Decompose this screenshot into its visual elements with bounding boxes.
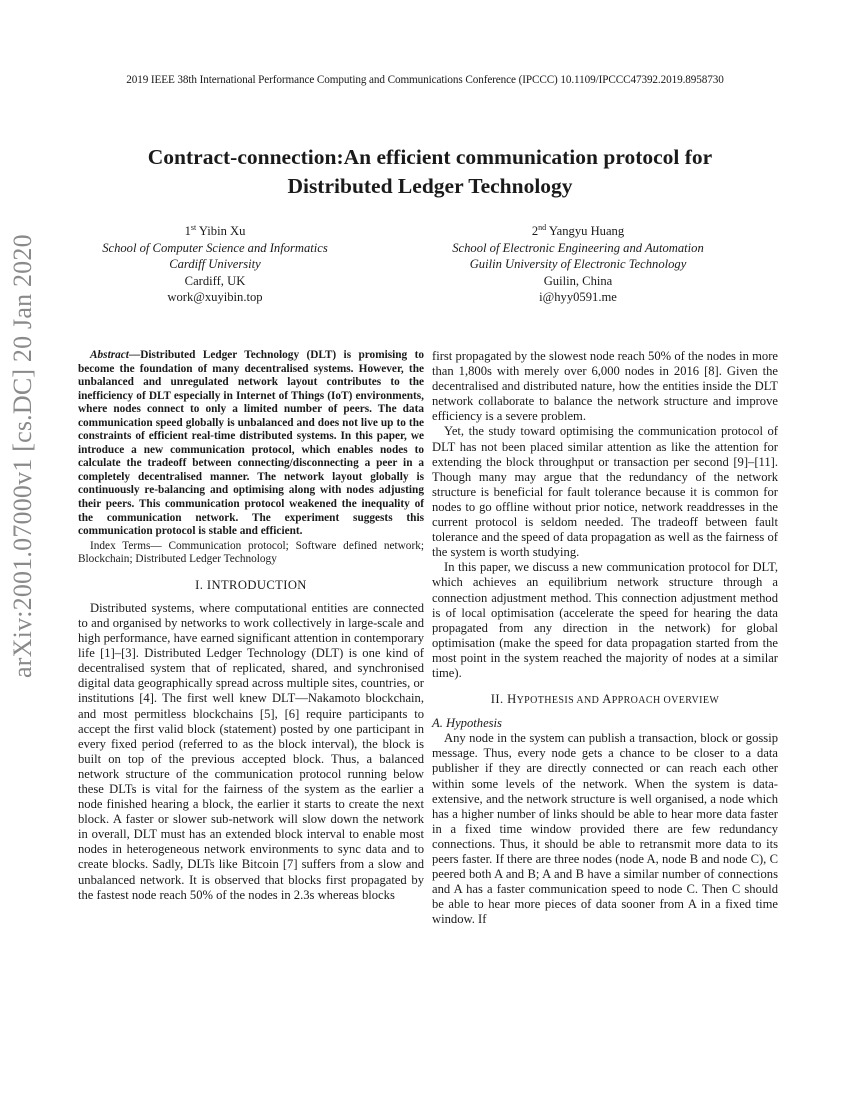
title-line-1: Contract-connection:An efficient communication protocol for <box>147 145 713 169</box>
author-institution: Guilin University of Electronic Technology <box>469 257 687 272</box>
intro-paragraph-2: Yet, the study toward optimising the communication protocol of DLT has not been placed similar attention as like the attention for extending the block throughput or transaction per second [9]–[11]. Though many may argue that the redundancy of the network structure is beneficial for fault tolerance because it is common for nodes to go offline without prior notice, network readdresses in the current protocol is seldom needed. The tradeoff between fault tolerance and the speed of data propagation as well as the fairness of the system is worth studying. <box>432 424 778 560</box>
left-column <box>78 349 424 903</box>
index-terms: Index Terms— Communication protocol; Software defined network; Blockchain; Distributed Ledger Technology <box>78 539 424 566</box>
title-line-2: Distributed Ledger Technology <box>287 174 573 198</box>
author-ordinal-suffix: st <box>190 223 197 232</box>
right-column <box>432 349 778 927</box>
author-email: work@xuyibin.top <box>167 290 263 305</box>
intro-paragraph-1: Distributed systems, where computational entities are connected to and organised by networks to work collectively in large-scale and high performance, have earned significant attention in contemporary life [1]–[3]. Distributed Ledger Technology (DLT) is one kind of decentralised system that of replicated, shared, and synchronised digital data geographically spread across multiple sites, countries, or institutions [4]. The first well knew DLT—Nakamoto blockchain, and most permitless blockchains [5], [6] require participants to accept the first valid block (statement) posted by one participant in every fixed period (referred to as the block interval), the block is built on top of the previous accepted block. Thus, a balanced network structure of the communication protocol running below these DLTs is vital for the fairness of the system as the earlier a node finished hearing a block, the earlier it starts to create the next block. A faster or slower sub-network will slow down the network in overall, DLT must has an extended block interval to enable most nodes in heterogeneous network environments to sync data and to create blocks. Sadly, DLTs like Bitcoin [7] suffers from a slow and unbalanced network. It is observed that blocks first propagated by the fastest node reach 50% of the nodes in 2.3s whereas blocks <box>78 600 424 902</box>
abstract-text: —Distributed Ledger Technology (DLT) is promising to become the foundation of many decentralised systems. However, the unbalanced and unregulated network layout contributes to the inefficiency of DLT especially in Internet of Things (IoT) environments, where nodes connect to only a limited number of peers. The data communication speed globally is unbalanced and does not live up to the constraints of efficient real-time distributed systems. In this paper, we introduce a new communication protocol, which enables nodes to calculate the tradeoff between connecting/disconnecting a peer in a completely decentralised manner. The network layout globally is continuously re-balancing and optimising along with nodes adjusting their peers. This communication protocol weakened the inequality of the communication network. The experiment suggests this communication protocol is stable and efficient. <box>78 349 424 538</box>
abstract-label: Abstract <box>90 349 129 361</box>
author-ordinal-suffix: nd <box>538 223 547 232</box>
paper-title <box>80 143 780 201</box>
section-heading-hypothesis: II. HYPOTHESIS AND APPROACH OVERVIEW <box>490 692 720 707</box>
section-heading-introduction: I. INTRODUCTION <box>195 577 307 592</box>
author-institution: Cardiff University <box>169 257 261 272</box>
author-department: School of Computer Science and Informatics <box>102 240 328 255</box>
author-location: Guilin, China <box>543 273 613 288</box>
intro-paragraph-1-continued: first propagated by the slowest node reach 50% of the nodes in more than 1,800s with merely over 6,000 nodes in 2016 [8]. Given the decentralised and distributed nature, how the entities inside the DLT network collaborate to balance the network structure and improve efficiency is a severe problem. <box>432 349 778 424</box>
author-name <box>413 220 743 240</box>
section-numeral: II. <box>490 692 504 707</box>
intro-paragraph-3: In this paper, we discuss a new communication protocol for DLT, which achieves an equilibrium network structure through a connection adjustment method. This connection adjustment method is of local optimisation (accelerate the speed for hearing the data propagated from any direction in the network) for global optimisation (make the speed for data propagation started from the most point in the system reached the majority of nodes at a similar time). <box>432 560 778 680</box>
author-block-2 <box>413 220 743 306</box>
abstract <box>78 349 424 539</box>
author-department: School of Electronic Engineering and Automation <box>452 240 704 255</box>
conference-header: 2019 IEEE 38th International Performance Computing and Communications Conference (IPCCC) 10.1109/IPCCC47392.2019.8958730 <box>126 74 724 86</box>
author-name <box>50 220 380 240</box>
author-block-1 <box>50 220 380 306</box>
author-email: i@hyy0591.me <box>539 290 617 305</box>
subsection-heading-hypothesis: A. Hypothesis <box>432 716 502 731</box>
author-location: Cardiff, UK <box>184 273 246 288</box>
arxiv-stamp: arXiv:2001.07000v1 [cs.DC] 20 Jan 2020 <box>8 234 37 678</box>
author-ordinal: 1 <box>184 224 191 238</box>
author-ordinal: 2 <box>531 224 539 238</box>
author-name-text: Yibin Xu <box>198 224 246 238</box>
author-name-text: Yangyu Huang <box>548 224 625 238</box>
hypothesis-paragraph-1: Any node in the system can publish a transaction, block or gossip message. Thus, every node gets a chance to be closer to a data publisher if they are directly connected or can reach each other within some levels of the network. When the system is data-extensive, and the network structure is well organised, a node which has a higher number of links should be able to hear more data faster in a fixed time window provided there are few redundancy connections. Thus, it should be able to retransmit more data to its peers faster. If there are three nodes (node A, node B and node C), C peered both A and B; A and B have a similar number of connections and A has a faster communication speed to node C. Then C should be able to hear more pieces of data sooner from A in a fixed time window. If <box>432 731 778 927</box>
